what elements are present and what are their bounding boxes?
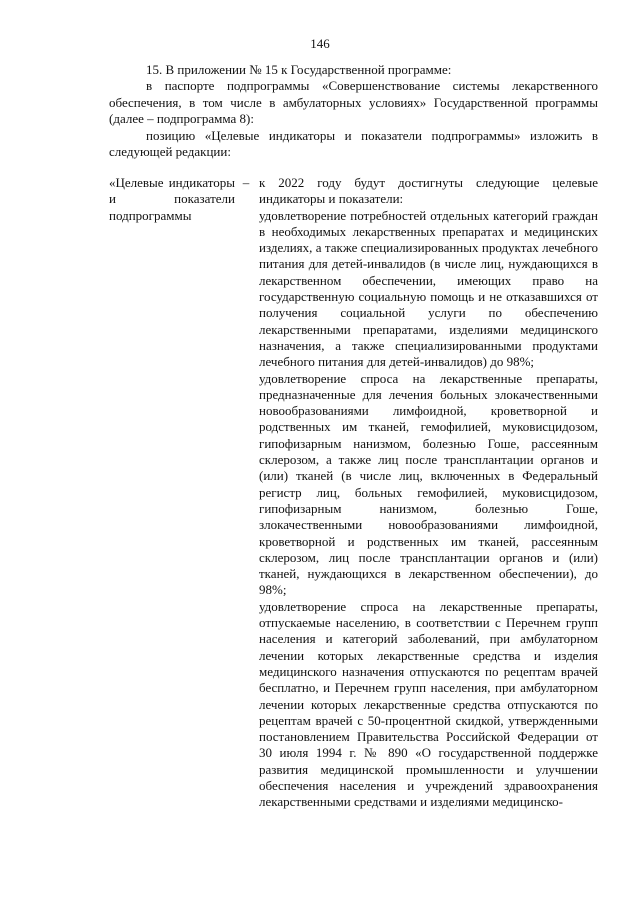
content-paragraph-intro: к 2022 году будут достигнуты следующие целевые индикаторы и показатели: — [259, 175, 598, 207]
page-number: 146 — [310, 36, 330, 51]
intro-section — [109, 62, 598, 160]
content-paragraph-needs: удовлетворение потребностей отдельных категорий граждан в необходимых лекарственных препаратах и медицинских изделиях, а также специализированных продуктах лечебного питания для детей-инвалидов (в числе лиц, нуждающихся в лекарственном обеспечении, имеющих право на государственную социальную помощь и не отказавшихся от получения социальной услуги по обеспечению лекарственными препаратами, изделиями медицинского назначения, а также специализированными продуктами лечебного питания для детей-инвалидов) до 98%; — [259, 207, 598, 370]
content-paragraph-demand-special: удовлетворение спроса на лекарственные препараты, предназначенные для лечения больных злокачественными новообразованиями лимфоидной, кроветворной и родственных им тканей, гемофилией, муковисцидозом, гипофизарным нанизмом, болезнью Гоше, рассеянным склерозом, а также лиц после трансплантации органов и (или) тканей (в числе лиц, включенных в Федеральный регистр лиц, больных гемофилией, муковисцидозом, гипофизарным нанизмом, болезнью Гоше, злокачественными новообразованиями лимфоидной, кроветворной и родственных им тканей, рассеянным склерозом, лиц после трансплантации органов и (или) тканей, нуждающихся в лекарственном обеспечении), до 98%; — [259, 370, 598, 598]
row-content — [259, 175, 598, 811]
row-label: «Целевые индикаторы и показатели подпрограммы — [109, 175, 235, 223]
intro-paragraph-item: 15. В приложении № 15 к Государственной программе: — [146, 62, 452, 77]
content-paragraph-demand-population: удовлетворение спроса на лекарственные препараты, отпускаемые населению, в соответствии с Перечнем групп населения и категорий заболеваний, при амбулаторном лечении которых лекарственные средства и изделия медицинского назначения отпускаются по рецептам врачей бесплатно, и Перечнем групп населения, при амбулаторном лечении которых лекарственные средства отпускаются по рецептам врачей с 50-процентной скидкой, утвержденными постановлением Правительства Российской Федерации от 30 июля 1994 г. № 890 «О государственной поддержке развития медицинской промышленности и улучшении обеспечения населения и учреждений здравоохранения лекарственными средствами и изделиями медицинско- — [259, 598, 598, 810]
intro-paragraph-position: позицию «Целевые индикаторы и показатели подпрограммы» изложить в следующей редакции: — [109, 127, 598, 160]
indicator-table-row — [109, 175, 598, 875]
intro-paragraph-passport: в паспорте подпрограммы «Совершенствование системы лекарственного обеспечения, в том числе в амбулаторных условиях» Государственной программы (далее – подпрограмма 8): — [109, 78, 598, 127]
row-dash: – — [242, 175, 250, 190]
